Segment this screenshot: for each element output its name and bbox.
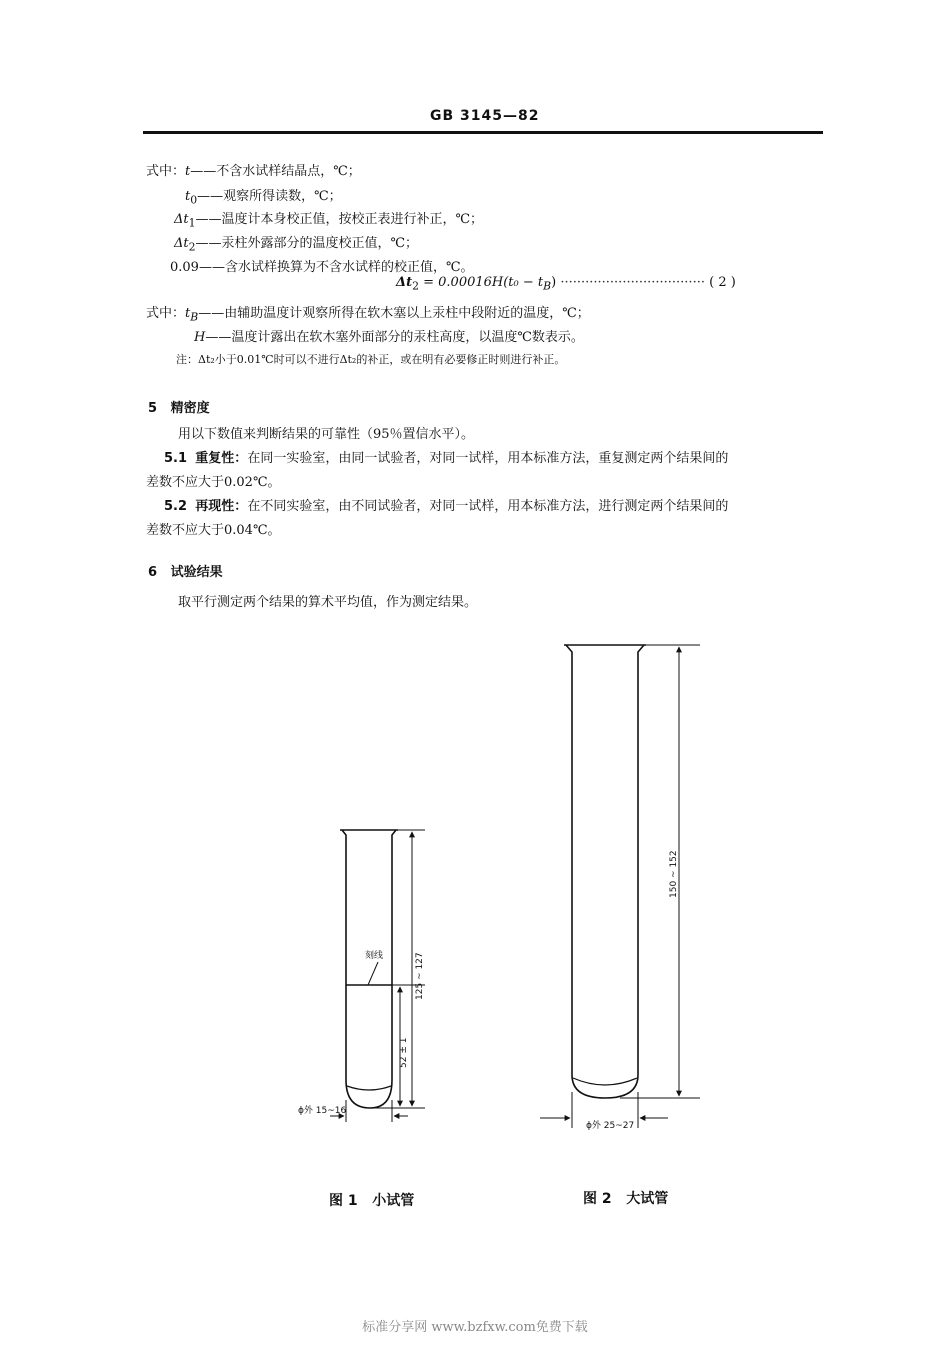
section-6-heading: 6 试验结果: [148, 565, 223, 580]
figure-1-caption: 图 1 小试管: [329, 1193, 415, 1209]
dim-total-label: 125 ~ 127: [415, 952, 425, 1000]
small-test-tube: [340, 830, 398, 1108]
symbol-def-h: H——温度计露出在软木塞外面部分的汞柱高度，以温度℃数表示。: [194, 330, 584, 345]
section-5-intro: 用以下数值来判断结果的可靠性（95％置信水平）。: [178, 427, 475, 442]
clause-5-2-cont: 差数不应大于0.04℃。: [146, 523, 281, 538]
formula-2: $\Delta t_2 = 0.00016H(t_0 - t_B)$ ··································· ( 2 ): [396, 275, 736, 293]
note: 注：Δt₂小于0.01℃时可以不进行Δt₂的补正，或在明有必要修正时则进行补正。: [176, 353, 566, 366]
footer-watermark: 标准分享网 www.bzfxw.com免费下载: [362, 1320, 588, 1335]
section-5-heading: 5 精密度: [148, 401, 210, 416]
clause-5-1: 5.1 重复性：在同一实验室，由同一试验者，对同一试样，用本标准方法，重复测定两个结果间的: [164, 451, 729, 466]
mark-label: 刻线: [365, 951, 384, 961]
symbol-def-dt1: $\Delta t_1——$温度计本身校正值，按校正表进行补正，℃；: [174, 212, 484, 230]
section-6-body: 取平行测定两个结果的算术平均值，作为测定结果。: [178, 595, 478, 610]
symbol-def-t0: $t_0——$观察所得读数，℃；: [185, 189, 342, 207]
clause-5-1-cont: 差数不应大于0.02℃。: [146, 475, 281, 490]
dim-total-label-2: 150 ~ 152: [669, 850, 679, 898]
dim-diam-label-2: ϕ外 25~27: [586, 1121, 635, 1131]
dim-diam-label: ϕ外 15~16: [298, 1106, 347, 1116]
symbol-def-t: 式中：t——不含水试样结晶点，℃；: [146, 164, 361, 179]
dim-mark-label: 52 ± 1: [399, 1037, 409, 1068]
symbol-def-dt2: $\Delta t_2——$汞柱外露部分的温度校正值，℃；: [174, 236, 419, 254]
symbol-def-009: 0.09——含水试样换算为不含水试样的校正值，℃。: [170, 260, 474, 275]
large-test-tube: [564, 645, 646, 1098]
mark-leader: [368, 962, 378, 985]
standard-number-header: GB 3145—82: [430, 108, 540, 124]
figure-2-caption: 图 2 大试管: [583, 1191, 669, 1207]
formula-number: ( 2 ): [709, 275, 736, 290]
symbol-def-tb: 式中：$t_B——$由辅助温度计观察所得在软木塞以上汞柱中段附近的温度，℃；: [146, 306, 590, 324]
clause-5-2: 5.2 再现性：在不同实验室，由不同试验者，对同一试样，用本标准方法，进行测定两个结果间的: [164, 499, 729, 514]
